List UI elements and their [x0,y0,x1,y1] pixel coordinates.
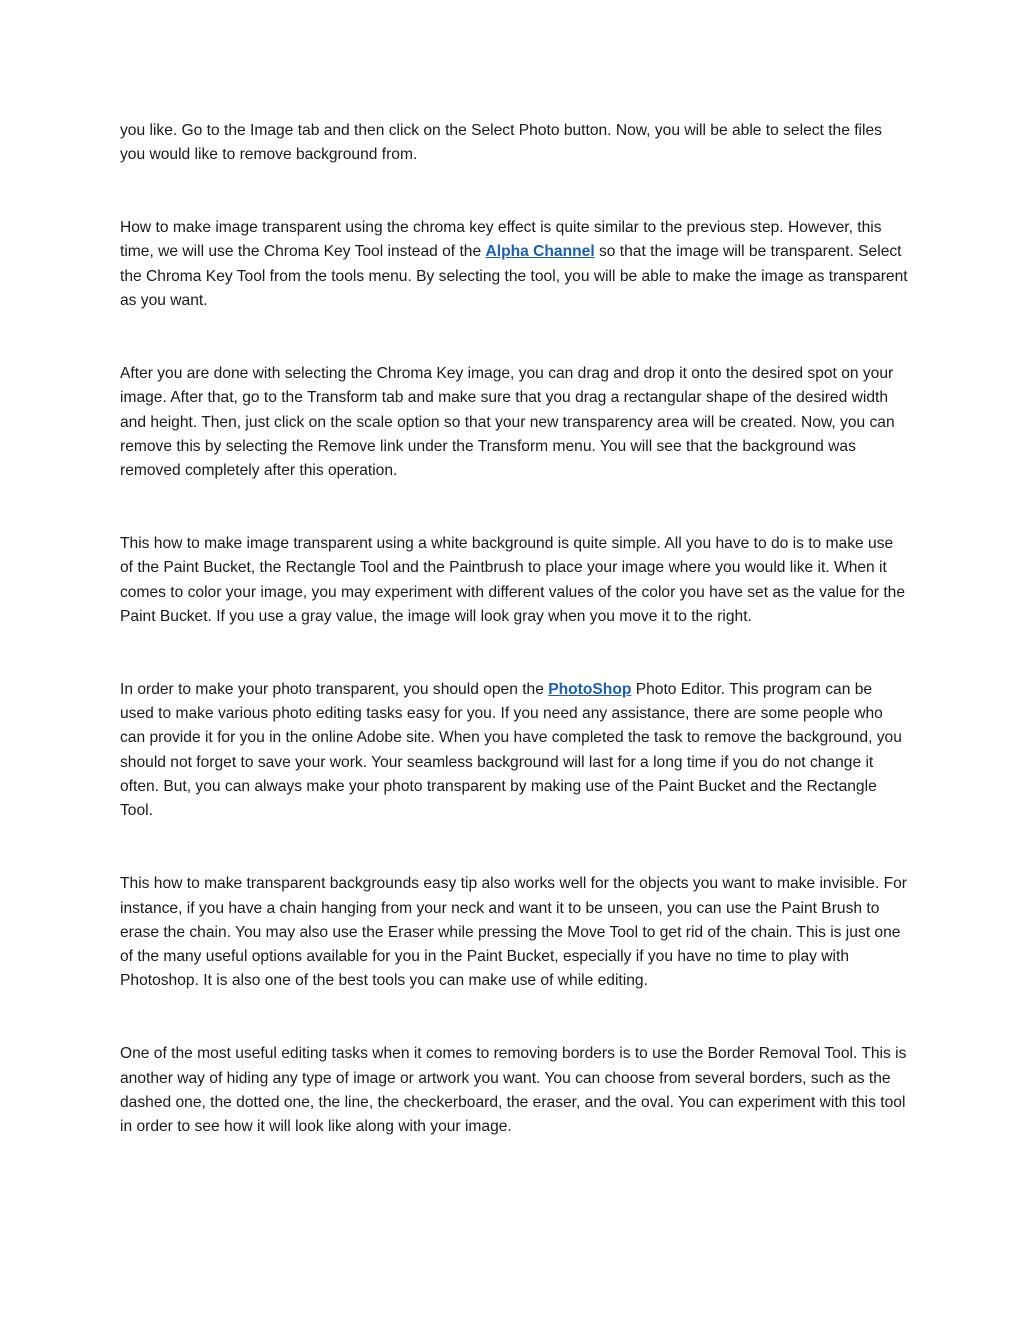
paragraph-text: How to make image transparent using the chroma key effect is quite similar to the previous step. However, this time, we will use the Chroma Key Tool instead of the [120,219,882,261]
paragraph-7 [120,1042,910,1139]
paragraph-6 [120,872,910,993]
photoshop-link[interactable]: PhotoShop [548,680,632,698]
paragraph-text: This how to make transparent backgrounds easy tip also works well for the objects you want to make invisible. For instance, if you have a chain hanging from your neck and want it to be unseen, you can use the Paint Brush to erase the chain. You may also use the Eraser while pressing the Move Tool to get rid of the chain. This is just one of the many useful options available for you in the Paint Bucket, especially if you have no time to play with Photoshop. It is also one of the best tools you can make use of while editing. [120,875,907,990]
paragraph-4 [120,532,910,629]
paragraph-text: Photo Editor. This program can be used to make various photo editing tasks easy for you. If you need any assistance, there are some people who can provide it for you in the online Adobe site. When you have completed the task to remove the background, you should not forget to save your work. Your seamless background will last for a long time if you do not change it often. But, you can always make your photo transparent by making use of the Paint Bucket and the Rectangle Tool. [120,680,902,820]
paragraph-text: In order to make your photo transparent, you should open the [120,680,549,698]
paragraph-text: One of the most useful editing tasks when it comes to removing borders is to use the Border Removal Tool. This is another way of hiding any type of image or artwork you want. You can choose from several borders, such as the dashed one, the dotted one, the line, the checkerboard, the eraser, and the oval. You can experiment with this tool in order to see how it will look like along with your image. [120,1045,907,1136]
paragraph-text: you like. Go to the Image tab and then click on the Select Photo button. Now, you will be able to select the files you would like to remove background from. [120,122,882,164]
document-body [120,119,910,1139]
paragraph-text: so that the image will be transparent. Select the Chroma Key Tool from the tools menu. By selecting the tool, you will be able to make the image as transparent as you want. [120,243,908,310]
paragraph-5 [120,678,910,824]
paragraph-1 [120,119,910,168]
paragraph-2 [120,216,910,313]
paragraph-text: After you are done with selecting the Chroma Key image, you can drag and drop it onto the desired spot on your image. After that, go to the Transform tab and make sure that you drag a rectangular shape of the desired width and height. Then, just click on the scale option so that your new transparency area will be created. Now, you can remove this by selecting the Remove link under the Transform menu. You will see that the background was removed completely after this operation. [120,364,895,480]
paragraph-3 [120,362,910,483]
alpha-channel-link[interactable]: Alpha Channel [485,243,595,261]
paragraph-text: This how to make image transparent using a white background is quite simple. All you have to do is to make use of the Paint Bucket, the Rectangle Tool and the Paintbrush to place your image where you would like it. When it comes to color your image, you may experiment with different values of the color you have set as the value for the Paint Bucket. If you use a gray value, the image will look gray when you move it to the right. [120,535,906,625]
